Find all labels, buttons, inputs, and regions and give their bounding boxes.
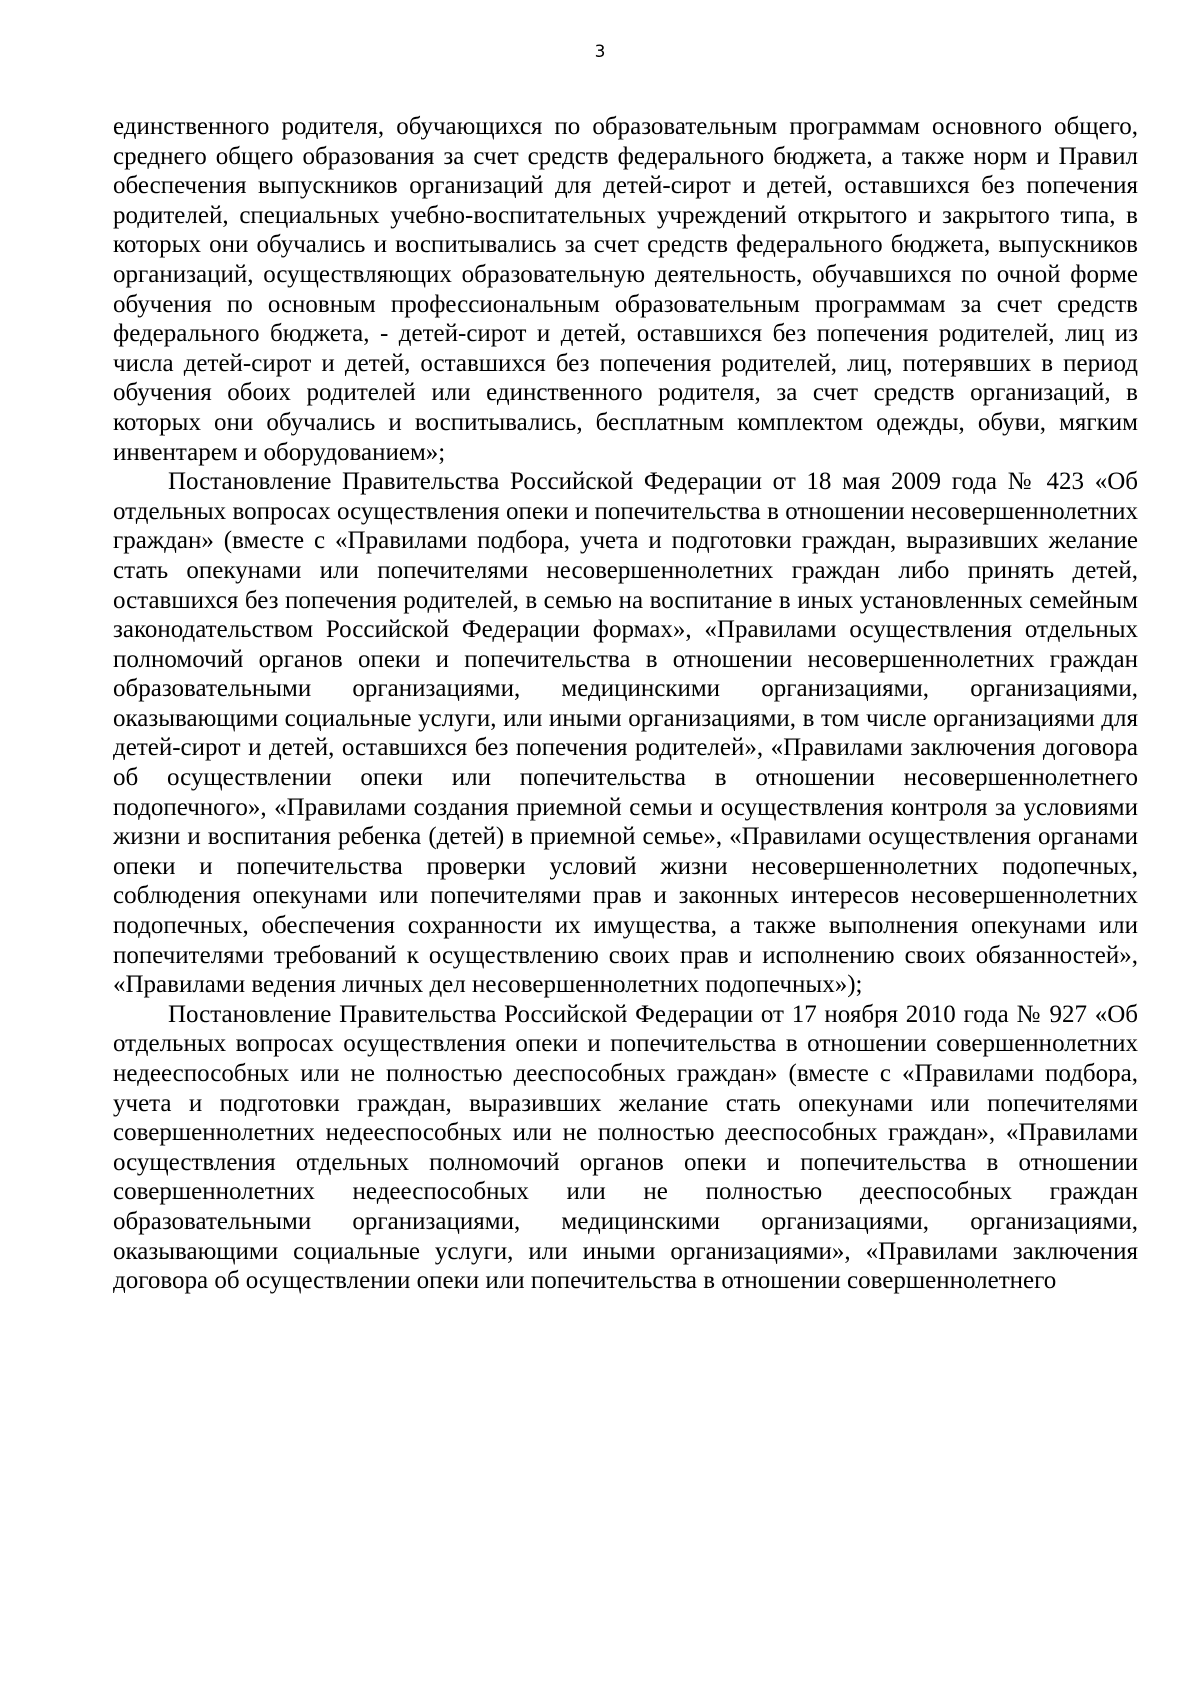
document-body	[113, 112, 1138, 1296]
page-number: 3	[594, 42, 606, 62]
paragraph-resolution-423: Постановление Правительства Российской Федерации от 18 мая 2009 года № 423 «Об отдельных вопросах осуществления опеки и попечительства в отношении несовершеннолетних граждан» (вместе с «Правилами подбора, учета и подготовки граждан, выразивших желание стать опекунами или попечителями несовершеннолетних граждан либо принять детей, оставшихся без попечения родителей, в семью на воспитание в иных установленных семейным законодательством Российской Федерации формах», «Правилами осуществления отдельных полномочий органов опеки и попечительства в отношении несовершеннолетних граждан образовательными организациями, медицинскими организациями, организациями, оказывающими социальные услуги, или иными организациями, в том числе организациями для детей-сирот и детей, оставшихся без попечения родителей», «Правилами заключения договора об осуществлении опеки или попечительства в отношении несовершеннолетнего подопечного», «Правилами создания приемной семьи и осуществления контроля за условиями жизни и воспитания ребенка (детей) в приемной семье», «Правилами осуществления органами опеки и попечительства проверки условий жизни несовершеннолетних подопечных, соблюдения опекунами или попечителями прав и законных интересов несовершеннолетних подопечных, обеспечения сохранности их имущества, а также выполнения опекунами или попечителями требований к осуществлению своих прав и исполнению своих обязанностей», «Правилами ведения личных дел несовершеннолетних подопечных»);	[113, 468, 1138, 999]
paragraph-continuation: единственного родителя, обучающихся по образовательным программам основного общего, среднего общего образования за счет средств федерального бюджета, а также норм и Правил обеспечения выпускников организаций для детей-сирот и детей, оставшихся без попечения родителей, специальных учебно-воспитательных учреждений открытого и закрытого типа, в которых они обучались и воспитывались за счет средств федерального бюджета, выпускников организаций, осуществляющих образовательную деятельность, обучавшихся по очной форме обучения по основным профессиональным образовательным программам за счет средств федерального бюджета, - детей-сирот и детей, оставшихся без попечения родителей, лиц из числа детей-сирот и детей, оставшихся без попечения родителей, лиц, потерявших в период обучения обоих родителей или единственного родителя, за счет средств организаций, в которых они обучались и воспитывались, бесплатным комплектом одежды, обуви, мягким инвентарем и оборудованием»;	[113, 113, 1138, 466]
paragraph-resolution-927: Постановление Правительства Российской Федерации от 17 ноября 2010 года № 927 «Об отдельных вопросах осуществления опеки и попечительства в отношении совершеннолетних недееспособных или не полностью дееспособных граждан» (вместе с «Правилами подбора, учета и подготовки граждан, выразивших желание стать опекунами или попечителями совершеннолетних недееспособных или не полностью дееспособных граждан», «Правилами осуществления отдельных полномочий органов опеки и попечительства в отношении совершеннолетних недееспособных или не полностью дееспособных граждан образовательными организациями, медицинскими организациями, организациями, оказывающими социальные услуги, или иными организациями», «Правилами заключения договора об осуществлении опеки или попечительства в отношении совершеннолетнего	[113, 1000, 1138, 1295]
